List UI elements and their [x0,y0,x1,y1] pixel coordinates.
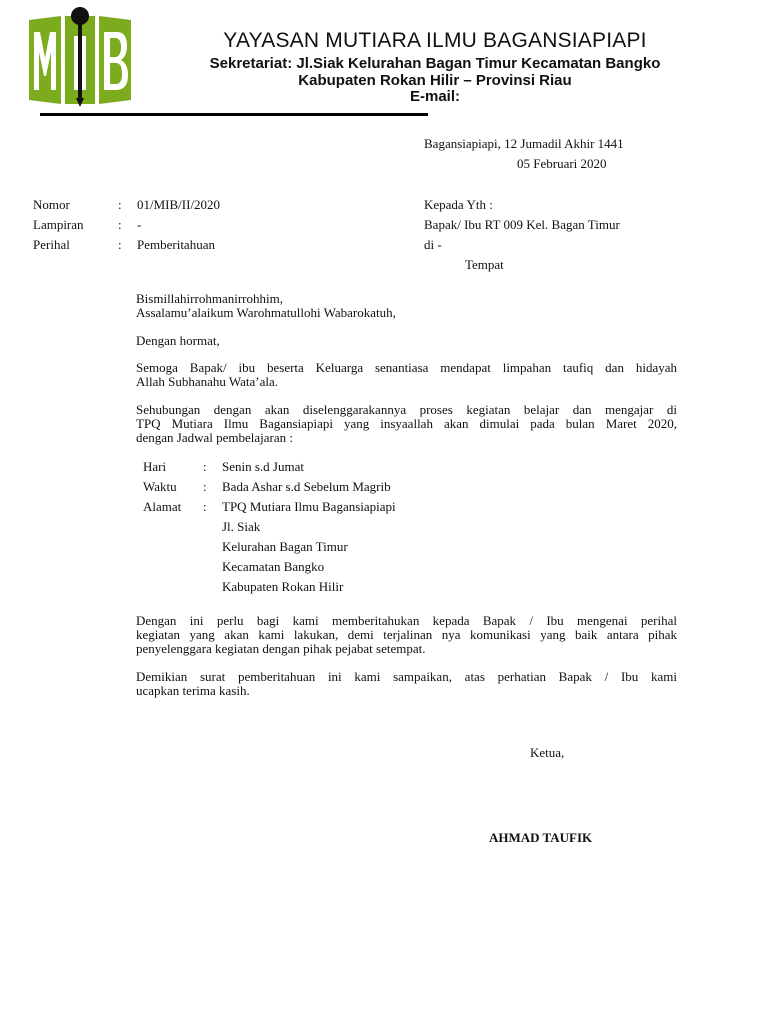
schedule-label-waktu: Waktu [143,479,177,494]
signature-title: Ketua, [530,745,565,760]
paragraph-1-line: Semoga Bapak/ ibu beserta Keluarga senantiasa mendapat limpahan taufiq dan hidayah [136,360,677,375]
schedule-value-waktu: Bada Ashar s.d Sebelum Magrib [222,479,391,494]
paragraph-3-line: kegiatan yang akan kami lakukan, demi terjalinan nya komunikasi yang baik antara pihak [136,627,677,642]
meta-value-nomor: 01/MIB/II/2020 [137,197,221,212]
date-gregorian: 05 Februari 2020 [517,156,607,171]
paragraph-2-line: TPQ Mutiara Ilmu Bagansiapiapi yang insyaallah akan dimulai pada bulan Maret 2020, [136,416,677,431]
paragraph-3 [136,614,677,656]
meta-value-lampiran: - [137,217,142,232]
schedule-sep: : [203,499,207,514]
meta-label-nomor: Nomor [33,197,70,212]
meta-sep: : [118,217,122,232]
salutation: Dengan hormat, [136,333,220,348]
address-line: Kelurahan Bagan Timur [222,539,348,554]
meta-label-lampiran: Lampiran [33,217,84,232]
greeting-salam: Assalamu’alaikum Warohmatullohi Wabarokatuh, [136,305,396,320]
address-line-2: Kabupaten Rokan Hilir – Provinsi Riau [298,72,572,89]
schedule-sep: : [203,459,207,474]
email-line: E-mail: [409,88,460,105]
schedule-sep: : [203,479,207,494]
paragraph-2-line: dengan Jadwal pembelajaran : [136,430,294,445]
schedule-value-alamat: TPQ Mutiara Ilmu Bagansiapiapi [222,499,396,514]
meta-sep: : [118,237,122,252]
schedule-label-alamat: Alamat [143,499,182,514]
letterhead-divider [40,113,428,116]
organization-name: YAYASAN MUTIARA ILMU BAGANSIAPIAPI [223,29,647,52]
paragraph-4 [136,670,677,698]
address-line: Kabupaten Rokan Hilir [222,579,344,594]
paragraph-1 [136,361,677,389]
meta-sep: : [118,197,122,212]
mib-logo [27,6,133,108]
paragraph-3-line: penyelenggara kegiatan dengan pihak pejabat setempat. [136,641,426,656]
meta-label-perihal: Perihal [33,237,70,252]
recipient-line-2: Bapak/ Ibu RT 009 Kel. Bagan Timur [424,217,620,232]
schedule-value-hari: Senin s.d Jumat [222,459,304,474]
paragraph-4-line: Demikian surat pemberitahuan ini kami sampaikan, atas perhatian Bapak / Ibu kami [136,669,677,684]
recipient-line-1: Kepada Yth : [424,197,493,212]
recipient-line-3: di - [424,237,442,252]
address-line: Kecamatan Bangko [222,559,325,574]
address-line: Jl. Siak [222,519,261,534]
recipient-line-4: Tempat [465,257,504,272]
paragraph-4-line: ucapkan terima kasih. [136,683,250,698]
address-line-1: Sekretariat: Jl.Siak Kelurahan Bagan Timur Kecamatan Bangko [209,55,661,72]
schedule-label-hari: Hari [143,459,167,474]
paragraph-3-line: Dengan ini perlu bagi kami memberitahukan kepada Bapak / Ibu mengenai perihal [136,613,677,628]
signature-name: AHMAD TAUFIK [489,830,593,845]
logo-letters: MIB [27,6,29,7]
date-hijri: Bagansiapiapi, 12 Jumadil Akhir 1441 [424,136,624,151]
greeting-bismillah: Bismillahirrohmanirrohhim, [136,291,283,306]
paragraph-2 [136,403,677,445]
paragraph-1-line: Allah Subhanahu Wata’ala. [136,374,279,389]
paragraph-2-line: Sehubungan dengan akan diselenggarakannya proses kegiatan belajar dan mengajar di [136,402,677,417]
meta-value-perihal: Pemberitahuan [137,237,215,252]
